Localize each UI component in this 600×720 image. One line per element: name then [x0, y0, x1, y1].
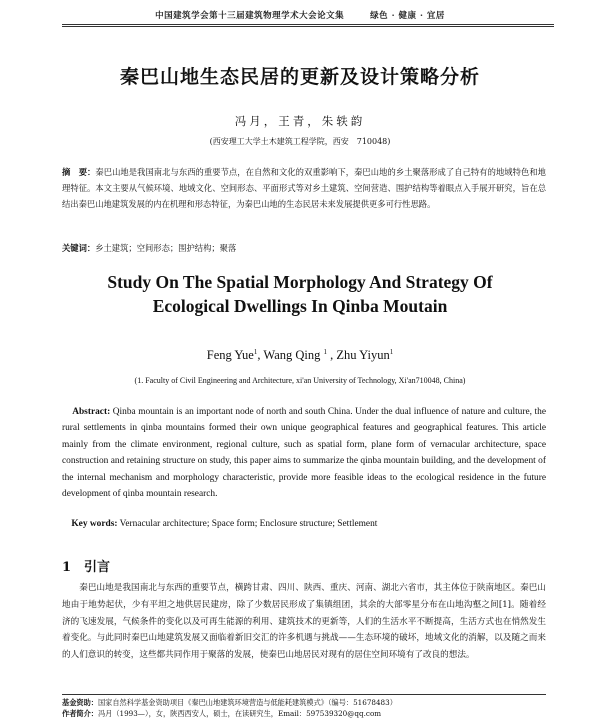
keywords-en-text: Vernacular architecture; Space form; Enclosure structure; Settlement [119, 519, 378, 529]
abstract-en-text: Qinba mountain is an important node of north and south China. Under the dual influence of nature and culture, the rural settlements in qinba mountains formed their own unique geographical features and geographical features. This article mainly from the climate environment, regional culture, such as spatial form, plane form of vernacular architecture, space construction and retaining structure on study, this paper aims to summarize the qinba mountain building, and the development of the internal mechanism and morphology characteristic, provide more feasible ideas to the ecological residence in the future development of qinba mountain research. [62, 407, 547, 500]
journal-name: 中国建筑学会第十三届建筑物理学术大会论文集 [155, 11, 345, 21]
keywords-en [62, 519, 546, 529]
affiliation-en: (1. Faculty of Civil Engineering and Architecture, xi'an University of Technology, Xi'an710048, China) [134, 376, 466, 385]
footnote-author [62, 709, 546, 719]
footnote-author-label: 作者简介： [62, 709, 98, 718]
author-3-sup: 1 [389, 348, 394, 356]
footnote-fund [62, 698, 546, 708]
running-header [0, 9, 600, 21]
authors-en [0, 348, 600, 363]
author-sep-1: , [257, 348, 261, 363]
footnote-fund-text: 国家自然科学基金资助项目《秦巴山地建筑环境营造与低能耗建筑模式》（编号：51678483） [97, 698, 397, 707]
authors-cn: 冯月，王青，朱轶韵 [234, 114, 366, 128]
paper-title-en-line1: Study On The Spatial Morphology And Strategy Of [107, 272, 493, 292]
keywords-en-label: Key words: [71, 519, 118, 529]
paper-title-cn: 秦巴山地生态民居的更新及设计策略分析 [119, 66, 480, 88]
header-rule [62, 24, 554, 25]
author-2: Wang Qing [263, 348, 321, 363]
keywords-cn [62, 240, 546, 256]
abstract-en-label: Abstract: [72, 407, 111, 417]
abstract-cn-text: 秦巴山地是我国南北与东西的重要节点，在自然和文化的双重影响下，秦巴山地的乡土聚落形成了自己特有的地域特色和地理特征。本文主要从气候环境、地域文化、空间形态、平面形式等对乡土建筑、空间营造、围护结构等着眼点入手展开研究，旨在总结出秦巴山地建筑发展的内在机理和形态特征，为秦巴山地的生态民居未来发展提供更多可行性思路。 [62, 167, 546, 209]
section-heading [62, 556, 110, 575]
paper-title-en [40, 270, 560, 318]
author-3: Zhu Yiyun [336, 348, 390, 363]
author-2-sup: 1 [323, 348, 327, 356]
conference-theme: 绿色 · 健康 · 宜居 [370, 11, 445, 21]
abstract-cn [62, 164, 546, 212]
paper-title-en-line2: Ecological Dwellings In Qinba Moutain [152, 296, 448, 316]
header-rule-thin [62, 26, 554, 27]
author-1-sup: 1 [253, 348, 258, 356]
section-number: 1 [62, 560, 72, 575]
footnote-fund-label: 基金资助： [62, 698, 98, 707]
section-body: 秦巴山地是我国南北与东西的重要节点，横跨甘肃、四川、陕西、重庆、河南、湖北六省市，其主体位于陕南地区。秦巴山地由于地势起伏，少有平坦之地供居民建房，除了少数居民形成了集镇组团，其余的大部零星分布在山地沟壑之间[1]。随着经济的飞速发展，气候条件的变化以及可再生能源的利用、建筑技术的更新等，人们的生活水平不断提高，生活方式也在悄然发生着变化。与此同时秦巴山地建筑发展又面临着新旧交汇的许多机遇与挑战——生态环境的破坏，地域文化的消解，以及随之而来的人们意识的转变，这些都共同作用于聚落的发展，使秦巴山地居民对现有的居住空间环境有了改良的想法。 [62, 583, 546, 661]
author-sep-2: , [327, 348, 334, 363]
section-title: 引言 [84, 560, 111, 575]
abstract-cn-label: 摘 要： [62, 167, 96, 177]
author-1: Feng Yue [206, 348, 254, 363]
keywords-cn-label: 关键词： [62, 243, 96, 253]
abstract-en [62, 404, 546, 502]
keywords-cn-text: 乡土建筑；空间形态；围护结构；聚落 [95, 243, 237, 253]
affiliation-cn: (西安理工大学土木建筑工程学院，西安 710048) [209, 137, 391, 146]
footnote-author-text: 冯月（1993—），女，陕西西安人，硕士，在读研究生，Email：597539320@qq.com [97, 709, 382, 718]
footnote-rule [62, 694, 546, 695]
